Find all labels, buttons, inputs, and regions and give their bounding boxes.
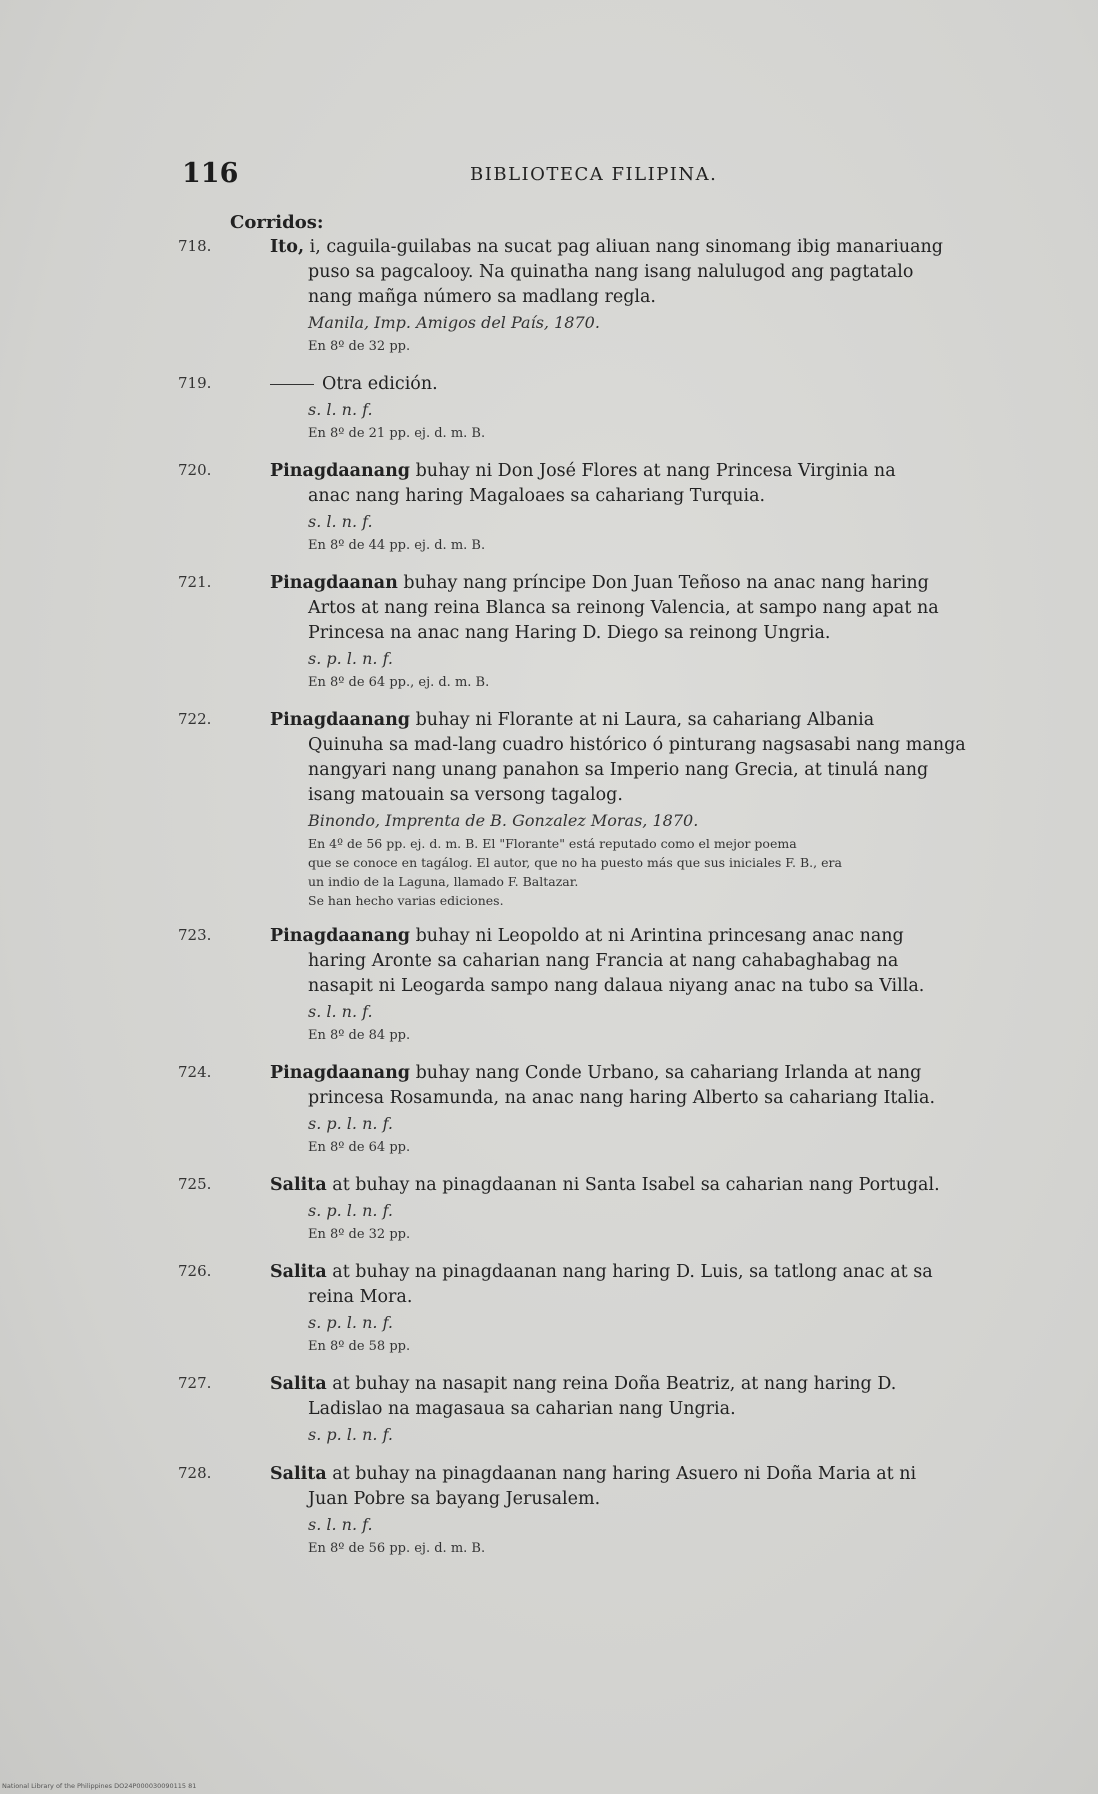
entry-continuation-line: haring Aronte sa caharian nang Francia at nang cahabaghabag na — [308, 951, 899, 971]
entry-title-text: at buhay na pinagdaanan ni Santa Isabel sa caharian nang Portugal. — [326, 1175, 940, 1195]
entry-title-line — [270, 708, 1044, 733]
entry-title-text: at buhay na pinagdaanan nang haring Asuero ni Doña Maria at ni — [326, 1464, 917, 1484]
entry-imprint: s. p. l. n. f. — [308, 1313, 393, 1332]
entry-lead-word: Pinagdaanang — [270, 1063, 411, 1083]
entry-imprint: s. l. n. f. — [308, 512, 373, 531]
entry-imprint: s. p. l. n. f. — [308, 649, 393, 668]
entry-title-line — [270, 1061, 1044, 1086]
entry-title-line — [270, 372, 1044, 397]
entry-number: 721. — [178, 573, 212, 591]
entry-note-line: que se conoce en tagálog. El autor, que no ha puesto más que sus iniciales F. B., era — [308, 855, 842, 870]
entry-note-line: un indio de la Laguna, llamado F. Baltazar. — [308, 874, 579, 889]
entry-title-text: buhay ni Leopoldo at ni Arintina princesang anac nang — [410, 926, 904, 946]
entry-lead-word: Salita — [270, 1262, 327, 1282]
entry-note-line: Se han hecho varias ediciones. — [308, 893, 504, 908]
entry-continuation-line: nang mañga número sa madlang regla. — [308, 287, 656, 307]
entry-imprint: s. p. l. n. f. — [308, 1425, 393, 1444]
bibliography-entry — [178, 571, 1044, 694]
entry-note-line: En 4º de 56 pp. ej. d. m. B. El "Florante" está reputado como el mejor poema — [308, 836, 797, 851]
entry-continuation-line: nangyari nang unang panahon sa Imperio nang Grecia, at tinulá nang — [308, 760, 929, 780]
entry-imprint: Manila, Imp. Amigos del País, 1870. — [308, 313, 600, 332]
entry-title-text: buhay ni Don José Flores at nang Princesa Virginia na — [410, 461, 896, 481]
bibliography-entry — [178, 1061, 1044, 1159]
entry-details: En 8º de 84 pp. — [308, 1028, 411, 1043]
entry-title-text: at buhay na nasapit nang reina Doña Beatriz, at nang haring D. — [326, 1374, 897, 1394]
entry-title-text: buhay nang príncipe Don Juan Teñoso na anac nang haring — [397, 573, 929, 593]
entry-body — [270, 372, 1044, 445]
entry-number: 724. — [178, 1063, 212, 1081]
bibliography-entry — [178, 1260, 1044, 1358]
entry-body — [270, 1372, 1044, 1448]
entry-number: 727. — [178, 1374, 212, 1392]
entry-continuation-line: anac nang haring Magaloaes sa cahariang Turquia. — [308, 486, 766, 506]
entry-lead-word: Pinagdaanang — [270, 710, 411, 730]
entry-number: 722. — [178, 710, 212, 728]
entry-title-text: buhay nang Conde Urbano, sa cahariang Irlanda at nang — [410, 1063, 922, 1083]
page-number: 116 — [182, 158, 239, 189]
entry-list — [178, 235, 1044, 1574]
entry-details: En 8º de 56 pp. ej. d. m. B. — [308, 1541, 486, 1556]
section-title: Corridos: — [230, 212, 324, 233]
entry-continuation-line: Juan Pobre sa bayang Jerusalem. — [308, 1489, 601, 1509]
entry-imprint: s. l. n. f. — [308, 1002, 373, 1021]
entry-details: En 8º de 21 pp. ej. d. m. B. — [308, 426, 486, 441]
entry-continuation-line: puso sa pagcalooy. Na quinatha nang isang nalulugod ang pagtatalo — [308, 262, 914, 282]
bibliography-entry — [178, 1462, 1044, 1560]
entry-title-line — [270, 1372, 1044, 1397]
entry-body — [270, 924, 1044, 1047]
entry-body — [270, 459, 1044, 557]
entry-imprint: s. l. n. f. — [308, 1515, 373, 1534]
entry-continuation-line: isang matouain sa versong tagalog. — [308, 785, 623, 805]
entry-imprint: s. l. n. f. — [308, 400, 373, 419]
entry-body — [270, 1462, 1044, 1560]
page-header — [182, 158, 1038, 194]
entry-details: En 8º de 32 pp. — [308, 339, 411, 354]
entry-imprint: Binondo, Imprenta de B. Gonzalez Moras, 1870. — [308, 811, 699, 830]
entry-title-text: at buhay na pinagdaanan nang haring D. Luis, sa tatlong anac at sa — [326, 1262, 933, 1282]
entry-continuation-line: Princesa na anac nang Haring D. Diego sa reinong Ungria. — [308, 623, 831, 643]
entry-number: 720. — [178, 461, 212, 479]
entry-continuation-line: reina Mora. — [308, 1287, 413, 1307]
entry-lead-word: Pinagdaanan — [270, 573, 398, 593]
entry-title-line — [270, 235, 1044, 260]
entry-imprint: s. p. l. n. f. — [308, 1201, 393, 1220]
entry-lead-word: Salita — [270, 1374, 327, 1394]
bibliography-entry — [178, 235, 1044, 358]
entry-number: 718. — [178, 237, 212, 255]
entry-details: En 8º de 32 pp. — [308, 1227, 411, 1242]
entry-body — [270, 1260, 1044, 1358]
entry-body — [270, 235, 1044, 358]
entry-title-line — [270, 924, 1044, 949]
entry-lead-word: Pinagdaanang — [270, 461, 411, 481]
entry-title-text: i, caguila-guilabas na sucat pag aliuan nang sinomang ibig manariuang — [304, 237, 943, 257]
entry-title-line — [270, 459, 1044, 484]
entry-number: 725. — [178, 1175, 212, 1193]
entry-title-text: buhay ni Florante at ni Laura, sa cahariang Albania — [410, 710, 875, 730]
entry-lead-word: Salita — [270, 1175, 327, 1195]
entry-lead-word: Ito, — [270, 237, 305, 257]
entry-details: En 8º de 44 pp. ej. d. m. B. — [308, 538, 486, 553]
entry-title-line — [270, 1462, 1044, 1487]
entry-details: En 8º de 64 pp. — [308, 1140, 411, 1155]
entry-continuation-line: nasapit ni Leogarda sampo nang dalaua niyang anac na tubo sa Villa. — [308, 976, 925, 996]
entry-lead-word: Pinagdaanang — [270, 926, 411, 946]
entry-title-line — [270, 1173, 1044, 1198]
bibliography-entry — [178, 459, 1044, 557]
entry-number: 726. — [178, 1262, 212, 1280]
running-title: BIBLIOTECA FILIPINA. — [470, 164, 718, 185]
footer-scan-label: National Library of the Philippines DO24P000030090115 81 — [2, 1782, 197, 1790]
bibliography-entry — [178, 708, 1044, 910]
entry-number: 728. — [178, 1464, 212, 1482]
bibliography-entry — [178, 924, 1044, 1047]
entry-continuation-line: Ladislao na magasaua sa caharian nang Ungria. — [308, 1399, 736, 1419]
ditto-dash — [270, 384, 314, 385]
entry-number: 719. — [178, 374, 212, 392]
entry-body — [270, 1173, 1044, 1246]
bibliography-entry — [178, 1372, 1044, 1448]
bibliography-entry — [178, 372, 1044, 445]
entry-title-text: Otra edición. — [322, 374, 438, 394]
entry-title-line — [270, 571, 1044, 596]
entry-imprint: s. p. l. n. f. — [308, 1114, 393, 1133]
entry-continuation-line: Quinuha sa mad-lang cuadro histórico ó pinturang nagsasabi nang manga — [308, 735, 966, 755]
entry-title-line — [270, 1260, 1044, 1285]
entry-continuation-line: Artos at nang reina Blanca sa reinong Valencia, at sampo nang apat na — [308, 598, 939, 618]
entry-number: 723. — [178, 926, 212, 944]
entry-details: En 8º de 64 pp., ej. d. m. B. — [308, 675, 490, 690]
entry-details: En 8º de 58 pp. — [308, 1339, 411, 1354]
bibliography-entry — [178, 1173, 1044, 1246]
entry-body — [270, 1061, 1044, 1159]
entry-continuation-line: princesa Rosamunda, na anac nang haring Alberto sa cahariang Italia. — [308, 1088, 936, 1108]
entry-body — [270, 708, 1044, 910]
entry-body — [270, 571, 1044, 694]
entry-lead-word: Salita — [270, 1464, 327, 1484]
